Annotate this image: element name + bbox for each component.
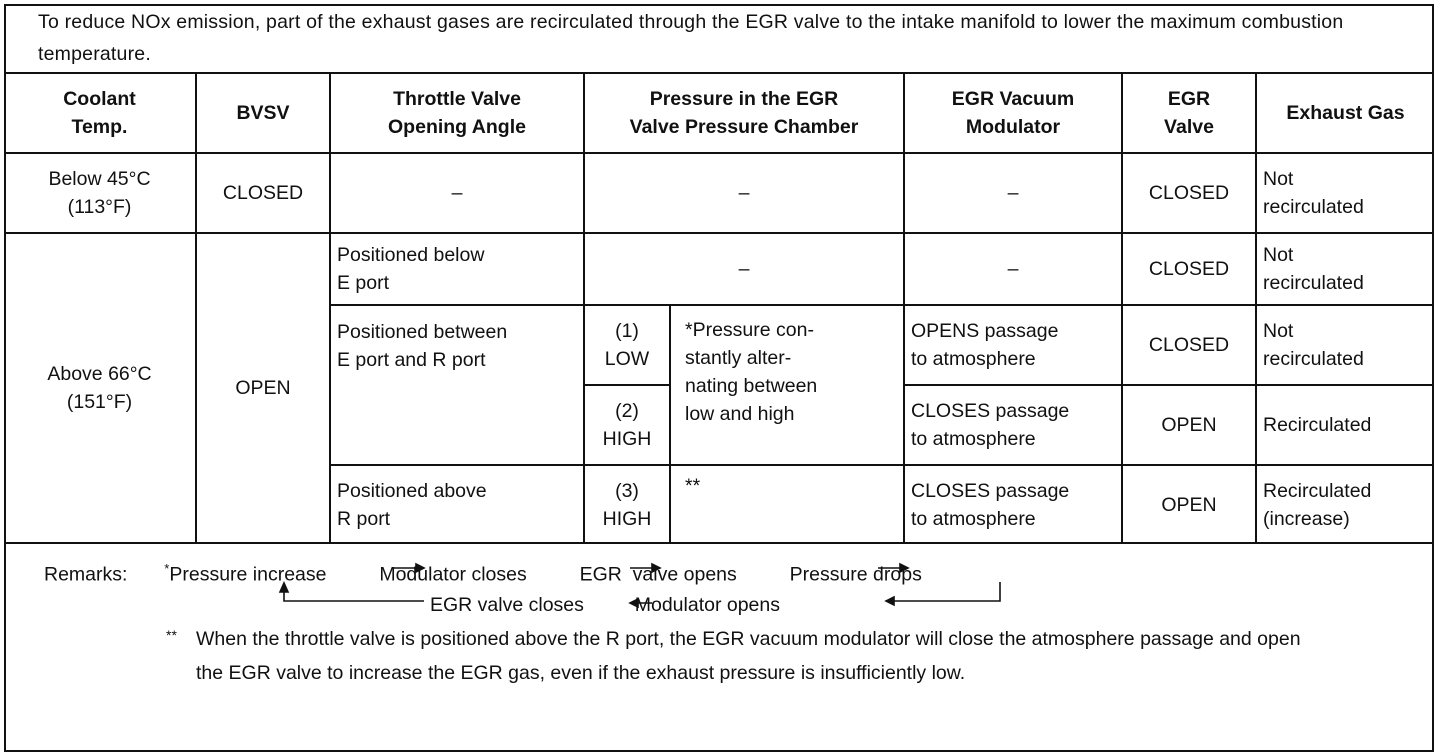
egr-valve-cell: CLOSED [1122, 233, 1256, 305]
exhaust-gas-cell: Not recirculated [1256, 233, 1434, 305]
egr-valve-cell: OPEN [1122, 385, 1256, 465]
modulator-dash-cell: – [904, 233, 1122, 305]
divider [4, 542, 1434, 544]
exhaust-gas-cell: Recirculated (increase) [1256, 465, 1434, 543]
double-star-note [166, 622, 1306, 690]
cycle-step: Modulator closes [379, 563, 527, 586]
header-coolant-temp: Coolant Temp. [4, 73, 196, 153]
modulator-dash-cell: – [904, 153, 1122, 233]
star-marker: * [164, 561, 170, 576]
cycle-step: Pressure drops [789, 563, 922, 586]
cycle-step: EGR valve closes [430, 594, 584, 616]
pressure-dash-cell: – [584, 233, 904, 305]
double-star-marker: ** [166, 627, 177, 643]
bvsv-open-cell: OPEN [196, 233, 330, 543]
exhaust-gas-cell: Not recirculated [1256, 153, 1434, 233]
pressure-high-cell: (3) HIGH [584, 465, 670, 543]
header-pressure-chamber: Pressure in the EGR Valve Pressure Chamber [584, 73, 904, 153]
pressure-low-cell: (1) LOW [584, 305, 670, 385]
cycle-step: EGR valve opens [579, 563, 737, 586]
cycle-bottom-line [430, 588, 780, 622]
header-egr-valve: EGR Valve [1122, 73, 1256, 153]
remarks-label: Remarks: [44, 563, 128, 586]
coolant-below-cell: Below 45°C (113°F) [4, 153, 196, 233]
exhaust-gas-cell: Recirculated [1256, 385, 1434, 465]
throttle-between-cell: Positioned between E port and R port [330, 305, 584, 465]
cycle-step: Pressure increase [169, 563, 327, 586]
double-star-note-text: When the throttle valve is positioned above the R port, the EGR vacuum modulator will close the atmosphere passage and open the EGR valve to increase the EGR gas, even if the exhaust pressure is insufficiently low. [196, 628, 1301, 684]
double-star-note-ref: ** [670, 465, 904, 543]
modulator-closes-cell: CLOSES passage to atmosphere [904, 465, 1122, 543]
cycle-top-line [44, 552, 922, 592]
exhaust-gas-cell: Not recirculated [1256, 305, 1434, 385]
egr-valve-cell: OPEN [1122, 465, 1256, 543]
egr-valve-cell: CLOSED [1122, 153, 1256, 233]
egr-valve-cell: CLOSED [1122, 305, 1256, 385]
alternating-pressure-note: *Pressure con- stantly alter- nating between low and high [670, 305, 904, 465]
bvsv-closed-cell: CLOSED [196, 153, 330, 233]
egr-operation-table [4, 73, 1434, 544]
modulator-opens-cell: OPENS passage to atmosphere [904, 305, 1122, 385]
coolant-above-cell: Above 66°C (151°F) [4, 233, 196, 543]
pressure-high-cell: (2) HIGH [584, 385, 670, 465]
throttle-dash-cell: – [330, 153, 584, 233]
header-exhaust-gas: Exhaust Gas [1256, 73, 1434, 153]
header-throttle-angle: Throttle Valve Opening Angle [330, 73, 584, 153]
throttle-below-e-cell: Positioned below E port [330, 233, 584, 305]
pressure-dash-cell: – [584, 153, 904, 233]
header-bvsv: BVSV [196, 73, 330, 153]
intro-paragraph: To reduce NOx emission, part of the exhaust gases are recirculated through the EGR valve to the intake manifold to lower the maximum combustion temperature. [38, 11, 1344, 65]
throttle-above-r-cell: Positioned above R port [330, 465, 584, 543]
header-vacuum-modulator: EGR Vacuum Modulator [904, 73, 1122, 153]
modulator-closes-cell: CLOSES passage to atmosphere [904, 385, 1122, 465]
cycle-step: Modulator opens [634, 594, 780, 616]
